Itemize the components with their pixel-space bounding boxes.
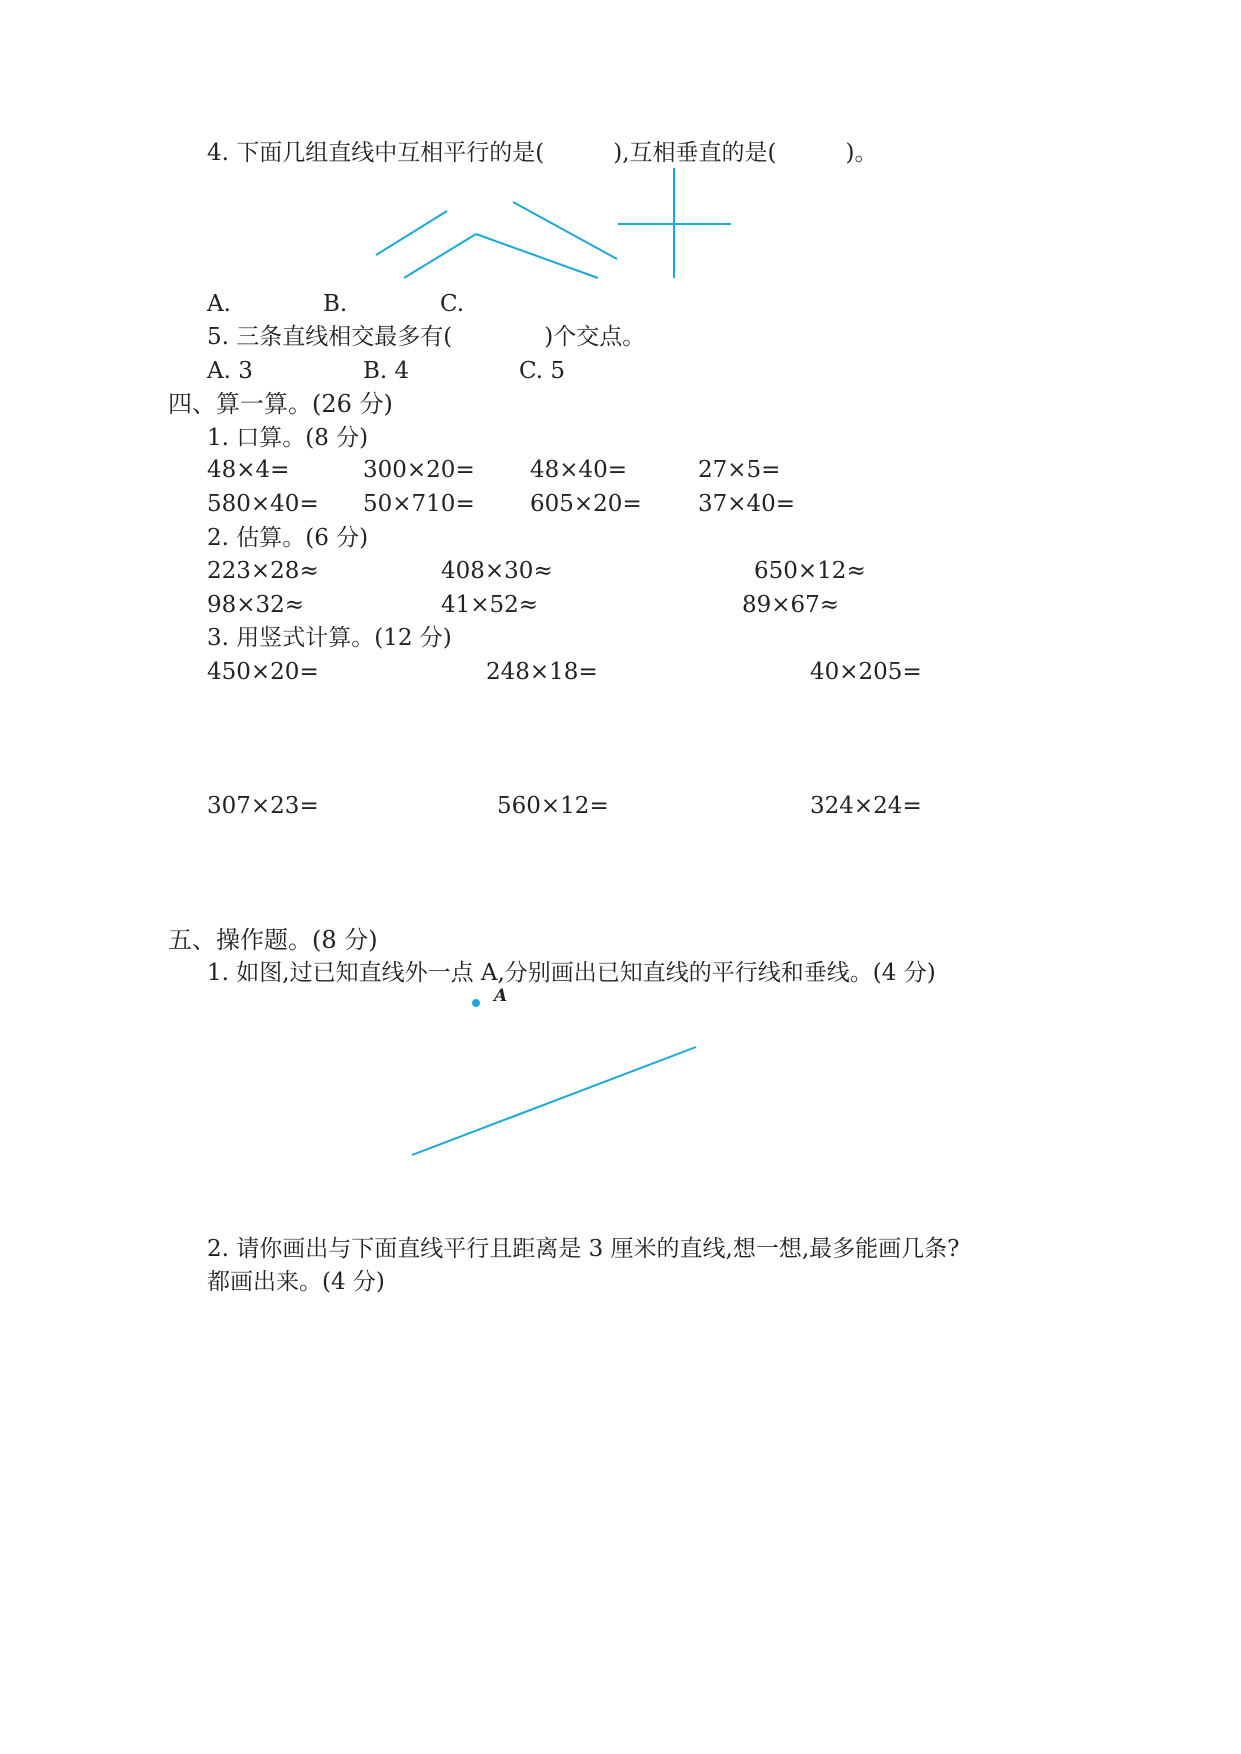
estimate-item: 41×52≈	[441, 592, 539, 618]
q4-text: 4. 下面几组直线中互相平行的是( ),互相垂直的是( )。	[207, 140, 878, 166]
operation-q2-text-line2: 都画出来。(4 分)	[207, 1269, 385, 1295]
q4-option-b: B.	[323, 291, 348, 317]
estimate-item: 98×32≈	[207, 592, 305, 618]
vertical-item: 324×24=	[810, 793, 922, 819]
q5-option-b: B. 4	[363, 358, 410, 384]
q4-option-a-line-1	[376, 211, 447, 255]
operation-q1-text: 1. 如图,过已知直线外一点 A,分别画出已知直线的平行线和垂线。(4 分)	[207, 960, 936, 986]
q4-option-b-line-1	[476, 234, 598, 278]
estimate-title: 2. 估算。(6 分)	[207, 525, 369, 551]
vertical-title: 3. 用竖式计算。(12 分)	[207, 625, 452, 651]
section4-title: 四、算一算。(26 分)	[168, 390, 393, 418]
estimate-item: 89×67≈	[742, 592, 840, 618]
estimate-item: 408×30≈	[441, 558, 553, 584]
oral-item: 605×20=	[530, 491, 642, 517]
estimate-item: 650×12≈	[754, 558, 866, 584]
q4-option-a-line-2	[404, 234, 476, 278]
vertical-item: 248×18=	[486, 659, 598, 685]
oral-title: 1. 口算。(8 分)	[207, 425, 369, 451]
operation-q2-text-line1: 2. 请你画出与下面直线平行且距离是 3 厘米的直线,想一想,最多能画几条?	[207, 1236, 960, 1262]
oral-item: 48×4=	[207, 457, 290, 483]
oral-item: 27×5=	[698, 457, 781, 483]
q5-text: 5. 三条直线相交最多有( )个交点。	[207, 324, 646, 350]
point-a-dot	[472, 999, 480, 1007]
given-line	[412, 1047, 696, 1155]
oral-item: 48×40=	[530, 457, 628, 483]
q4-option-c: C.	[440, 291, 465, 317]
section5-title: 五、操作题。(8 分)	[168, 926, 378, 954]
vertical-item: 40×205=	[810, 659, 922, 685]
q4-option-a: A.	[207, 291, 231, 317]
q5-option-c: C. 5	[519, 358, 566, 384]
vertical-item: 560×12=	[497, 793, 609, 819]
estimate-item: 223×28≈	[207, 558, 319, 584]
point-a-label: A	[494, 986, 508, 1006]
vertical-item: 307×23=	[207, 793, 319, 819]
oral-item: 50×710=	[363, 491, 475, 517]
q5-option-a: A. 3	[207, 358, 253, 384]
q4-option-b-line-2	[513, 202, 617, 259]
vertical-item: 450×20=	[207, 659, 319, 685]
oral-item: 37×40=	[698, 491, 796, 517]
oral-item: 580×40=	[207, 491, 319, 517]
oral-item: 300×20=	[363, 457, 475, 483]
